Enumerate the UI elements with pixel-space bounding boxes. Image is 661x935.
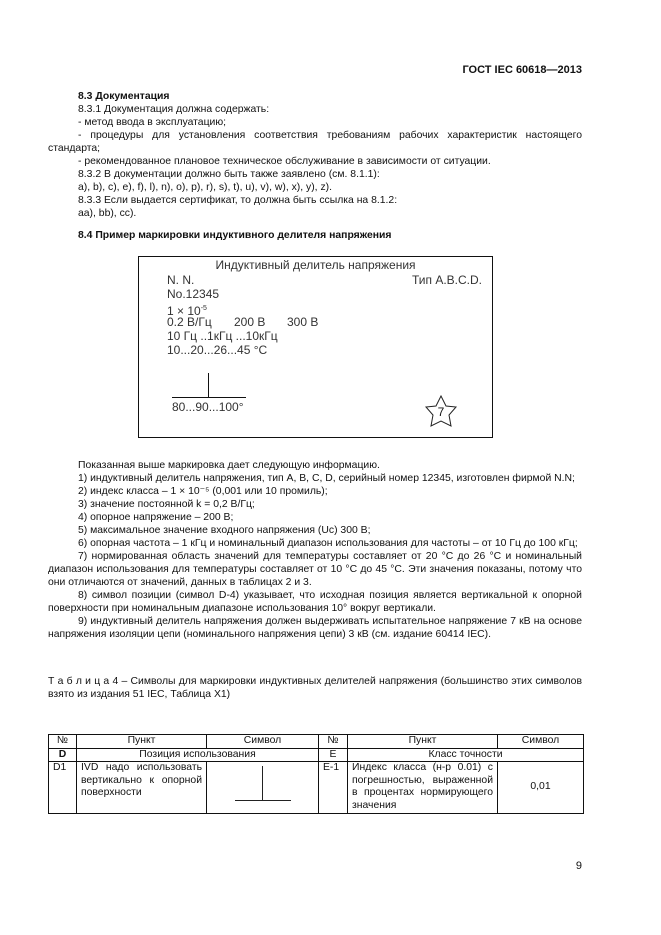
cell: E-1 xyxy=(319,762,348,813)
para: a), b), c), e), f), l), n), o), p), r), s), t), u), v), w), x), y), z). xyxy=(78,182,332,193)
marking-temperature: 10...20...26...45 °C xyxy=(167,343,268,357)
table-header-row xyxy=(49,735,584,749)
caption-text: – Символы для маркировки индуктивных делителей напряжения (большинство этих символов взято из издания 51 IEC, Таблица X1) xyxy=(48,676,582,700)
caption-label: Т а б л и ц а 4 xyxy=(48,676,119,687)
info-item: 9) индуктивный делитель напряжения должен выдерживать испытательное напряжение 7 кВ на основе напряжения изоляции цепи (номинального напряжения цепи) 3 кВ (см. издание 60414 IEC). xyxy=(48,616,582,640)
para: aa), bb), cc). xyxy=(78,208,137,219)
position-symbol xyxy=(172,373,246,398)
marking-max-voltage: 300 В xyxy=(287,315,319,329)
table-group-row xyxy=(49,748,584,762)
marking-example xyxy=(138,256,493,438)
marking-angle: 80...90...100° xyxy=(172,400,244,414)
info-item: 4) опорное напряжение – 200 В; xyxy=(78,512,234,523)
marking-title: Индуктивный делитель напряжения xyxy=(215,258,416,272)
marking-maker: N. N. xyxy=(167,273,195,287)
info-item: 8) символ позиции (символ D-4) указывает, что исходная позиция является вертикальной к опорной поверхности при номинальным диапазоне использования 10° вокруг вертикали. xyxy=(48,590,582,614)
para: 8.3.2 В документации должно быть также заявлено (см. 8.1.1): xyxy=(78,169,380,180)
para: 8.3.1 Документация должна содержать: xyxy=(78,104,270,115)
position-symbol-cell xyxy=(207,762,319,813)
header-cell: Символ xyxy=(498,735,584,749)
header-cell: Пункт xyxy=(77,735,207,749)
group-cell: E xyxy=(319,748,348,762)
info-item: 3) значение постоянной k = 0,2 В/Гц; xyxy=(78,499,255,510)
header-cell: № xyxy=(49,735,77,749)
group-cell: Класс точности xyxy=(348,748,584,762)
table-row xyxy=(49,762,584,813)
para: - процедуры для установления соответствия требованиям рабочих характеристик настоящего стандарта; xyxy=(48,130,582,154)
test-voltage: 7 xyxy=(437,405,445,419)
info-item: 5) максимальное значение входного напряжения (Uc) 300 В; xyxy=(78,525,371,536)
marking-type: Тип A.B.C.D. xyxy=(411,273,482,287)
header-cell: № xyxy=(319,735,348,749)
info-item: 1) индуктивный делитель напряжения, тип A, B, C, D, серийный номер 12345, изготовлен фирмой N.N; xyxy=(78,473,575,484)
cell: IVD надо использовать вертикально к опорной поверхности xyxy=(77,762,207,813)
group-cell: D xyxy=(49,748,77,762)
section-title: 8.3 Документация xyxy=(78,91,170,102)
marking-k: 0.2 В/Гц xyxy=(167,315,212,329)
info-intro: Показанная выше маркировка дает следующую информацию. xyxy=(78,460,380,471)
position-symbol-icon xyxy=(235,766,291,801)
section-8-3 xyxy=(48,90,582,220)
marking-frequency: 10 Гц ..1кГц ...10кГц xyxy=(167,329,278,343)
info-item: 6) опорная частота – 1 кГц и номинальный диапазон использования для частоты – от 10 Гц до 100 кГц; xyxy=(78,538,578,549)
document-header: ГОСТ IEC 60618—2013 xyxy=(462,64,582,76)
cell: D1 xyxy=(49,762,77,813)
table-caption xyxy=(48,675,582,701)
info-item: 7) нормированная область значений для температуры составляет от 20 °С до 26 °С и номинальный диапазон использования для температуры составляет от 10 °С до 45 °С. Эти значения показаны, потому что они отличаются от значений, данных в таблицах 2 и 3. xyxy=(48,551,582,588)
marking-info xyxy=(48,459,582,641)
cell: Индекс класса (н-р 0.01) с погрешностью, выраженной в процентах нормирующего значения xyxy=(348,762,498,813)
section-8-4-title: 8.4 Пример маркировки индуктивного делителя напряжения xyxy=(78,230,392,241)
group-cell: Позиция использования xyxy=(77,748,319,762)
marking-serial: No.12345 xyxy=(167,287,220,301)
header-cell: Символ xyxy=(207,735,319,749)
symbols-table xyxy=(48,734,584,814)
info-item: 2) индекс класса – 1 × 10⁻⁵ (0,001 или 10 промиль); xyxy=(78,486,328,497)
cell: 0,01 xyxy=(498,762,584,813)
page-number: 9 xyxy=(575,860,582,872)
header-cell: Пункт xyxy=(348,735,498,749)
class-value: 1 × 10 xyxy=(167,304,201,318)
para: - метод ввода в эксплуатацию; xyxy=(78,117,227,128)
class-exponent: -5 xyxy=(200,305,207,312)
para: 8.3.3 Если выдается сертификат, то должна быть ссылка на 8.1.2: xyxy=(78,195,398,206)
test-voltage-star-icon xyxy=(424,394,458,428)
marking-ref-voltage: 200 В xyxy=(234,315,266,329)
para: - рекомендованное плановое техническое обслуживание в зависимости от ситуации. xyxy=(78,156,491,167)
